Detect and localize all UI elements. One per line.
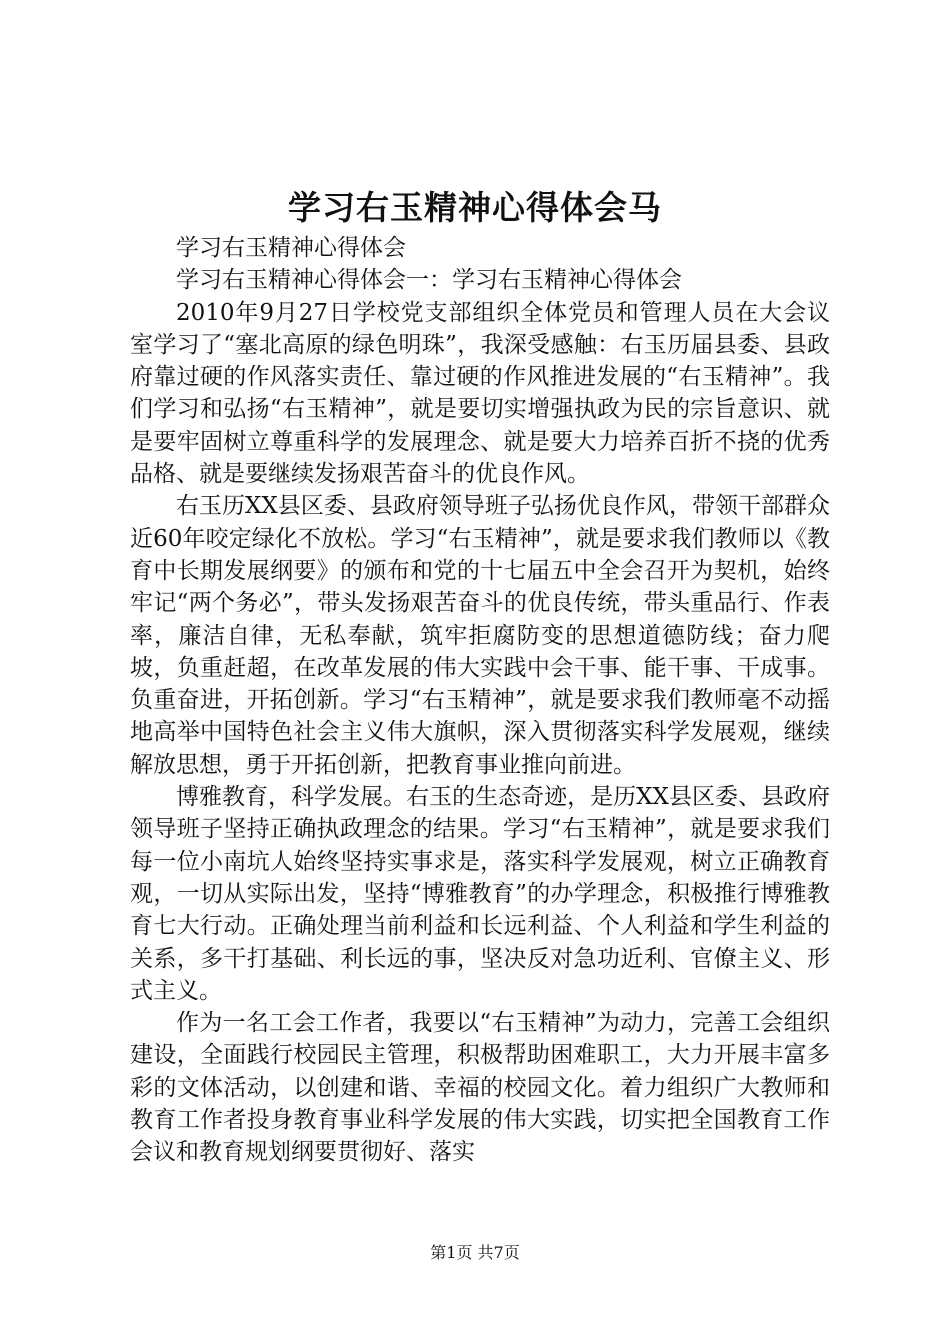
document-body [130, 232, 830, 1169]
paragraph: 2010年9月27日学校党支部组织全体党员和管理人员在大会议室学习了“塞北高原的绿色明珠”，我深受感触：右玉历届县委、县政府靠过硬的作风落实责任、靠过硬的作风推进发展的“右玉精神”。我们学习和弘扬“右玉精神”，就是要切实增强执政为民的宗旨意识、就是要牢固树立尊重科学的发展理念、就是要大力培养百折不挠的优秀品格、就是要继续发扬艰苦奋斗的优良作风。 [130, 299, 830, 488]
page-footer [0, 1242, 950, 1264]
paragraph: 右玉历XX县区委、县政府领导班子弘扬优良作风，带领干部群众近60年咬定绿化不放松。学习“右玉精神”，就是要求我们教师以《教育中长期发展纲要》的颁布和党的十七届五中全会召开为契机，始终牢记“两个务必”，带头发扬艰苦奋斗的优良传统，带头重品行、作表率，廉洁自律，无私奉献，筑牢拒腐防变的思想道德防线；奋力爬坡，负重赶超，在改革发展的伟大实践中会干事、能干事、干成事。负重奋进，开拓创新。学习“右玉精神”，就是要求我们教师毫不动摇地高举中国特色社会主义伟大旗帜，深入贯彻落实科学发展观，继续解放思想，勇于开拓创新，把教育事业推向前进。 [130, 493, 830, 778]
page-number-label: 第1页 共7页 [430, 1243, 520, 1262]
document-title: 学习右玉精神心得体会马 [288, 188, 662, 227]
paragraph: 博雅教育，科学发展。右玉的生态奇迹，是历XX县区委、县政府领导班子坚持正确执政理念的结果。学习“右玉精神”，就是要求我们每一位小南坑人始终坚持实事求是，落实科学发展观，树立正确教育观，一切从实际出发，坚持“博雅教育”的办学理念，积极推行博雅教育七大行动。正确处理当前利益和长远利益、个人利益和学生利益的关系，多干打基础、利长远的事，坚决反对急功近利、官僚主义、形式主义。 [130, 784, 830, 1004]
paragraph: 作为一名工会工作者，我要以“右玉精神”为动力，完善工会组织建设，全面践行校园民主管理，积极帮助困难职工，大力开展丰富多彩的文体活动，以创建和谐、幸福的校园文化。着力组织广大教师和教育工作者投身教育事业科学发展的伟大实践，切实把全国教育工作会议和教育规划纲要贯彻好、落实 [130, 1010, 830, 1166]
paragraph-subtitle: 学习右玉精神心得体会 [176, 235, 406, 261]
paragraph-section-heading: 学习右玉精神心得体会一：学习右玉精神心得体会 [176, 267, 682, 294]
